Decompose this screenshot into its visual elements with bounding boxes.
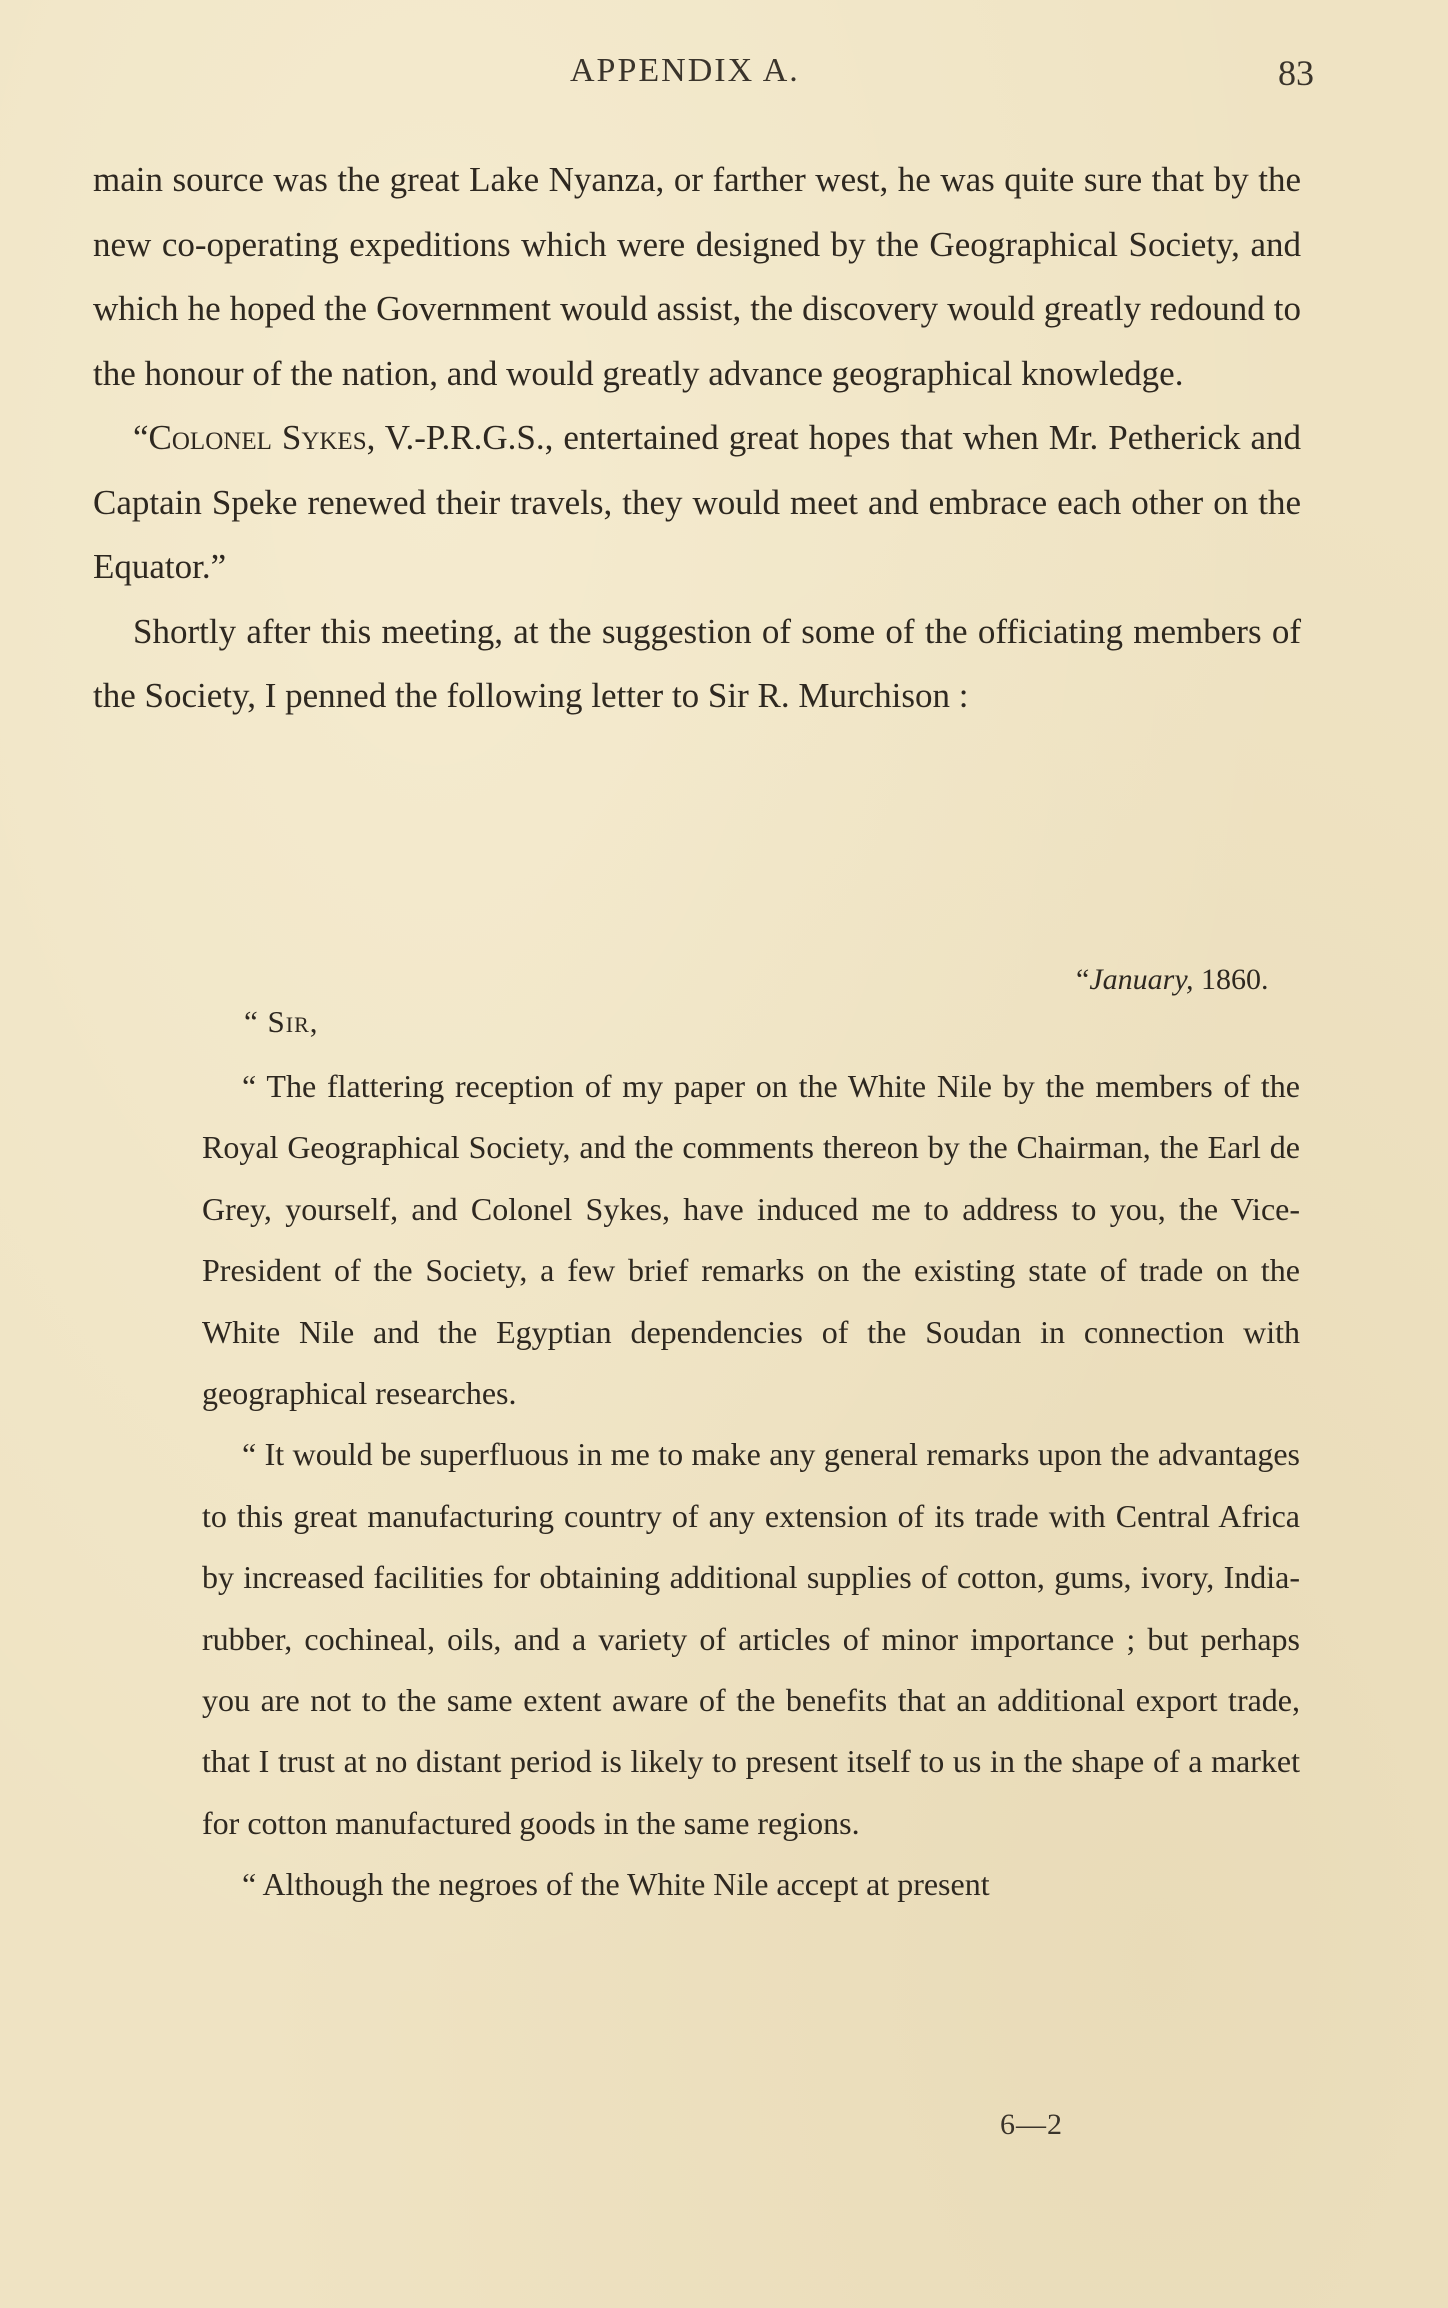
running-head: APPENDIX A. xyxy=(570,52,800,89)
letter-paragraph-2: “ It would be superfluous in me to make any general remarks upon the advantages to this great manufacturing country of any extension of its trade with Central Africa by increased facilities for obtaining additional supplies of cotton, gums, ivory, India-rubber, cochineal, oils, and a variety of articles of minor importance ; but perhaps you are not to the same extent aware of the benefits that an additional export trade, that I trust at no distant period is likely to present itself to us in the shape of a market for cotton manufactured goods in the same regions. xyxy=(202,1436,1300,1841)
letter-date xyxy=(1076,960,1268,1000)
letter-paragraph-3: “ Although the negroes of the White Nile accept at present xyxy=(242,1866,990,1903)
letter-paragraph-1: “ The flattering reception of my paper on the White Nile by the members of the Royal Geographical Society, and the comments thereon by the Chairman, the Earl de Grey, yourself, and Colonel Sykes, have induced me to address to you, the Vice-President of the Society, a few brief remarks on the existing state of trade on the White Nile and the Egyptian dependencies of the Soudan in connection with geographical researches. xyxy=(202,1068,1300,1412)
letter-salutation: “ Sir, xyxy=(244,1004,319,1039)
letter-date-month: January, xyxy=(1089,963,1194,996)
paragraph-1: main source was the great Lake Nyanza, or farther west, he was quite sure that by the new co-operating expeditions which were designed by the Geographical Society, and which he hoped the Government would assist, the discovery would greatly redound to the honour of the nation, and would greatly advance geographical knowledge. xyxy=(93,160,1301,393)
paragraph-2 xyxy=(93,406,1301,600)
paragraph-2-text: V.-P.R.G.S., entertained great hopes that when Mr. Petherick and Captain Speke renewed their travels, they would meet and embrace each other on the Equator.” xyxy=(93,418,1301,586)
signature-mark: 6—2 xyxy=(1000,2108,1063,2141)
body-text xyxy=(93,148,1301,729)
paragraph-3: Shortly after this meeting, at the suggestion of some of the officiating members of the Society, I penned the following letter to Sir R. Murchison : xyxy=(93,611,1301,715)
letter-date-quote: “ xyxy=(1076,963,1090,996)
page-number: 83 xyxy=(1278,53,1314,93)
speaker-name: “Colonel Sykes, xyxy=(133,418,376,457)
letter-date-year: 1860. xyxy=(1193,963,1269,996)
letter-body xyxy=(202,1056,1300,1916)
